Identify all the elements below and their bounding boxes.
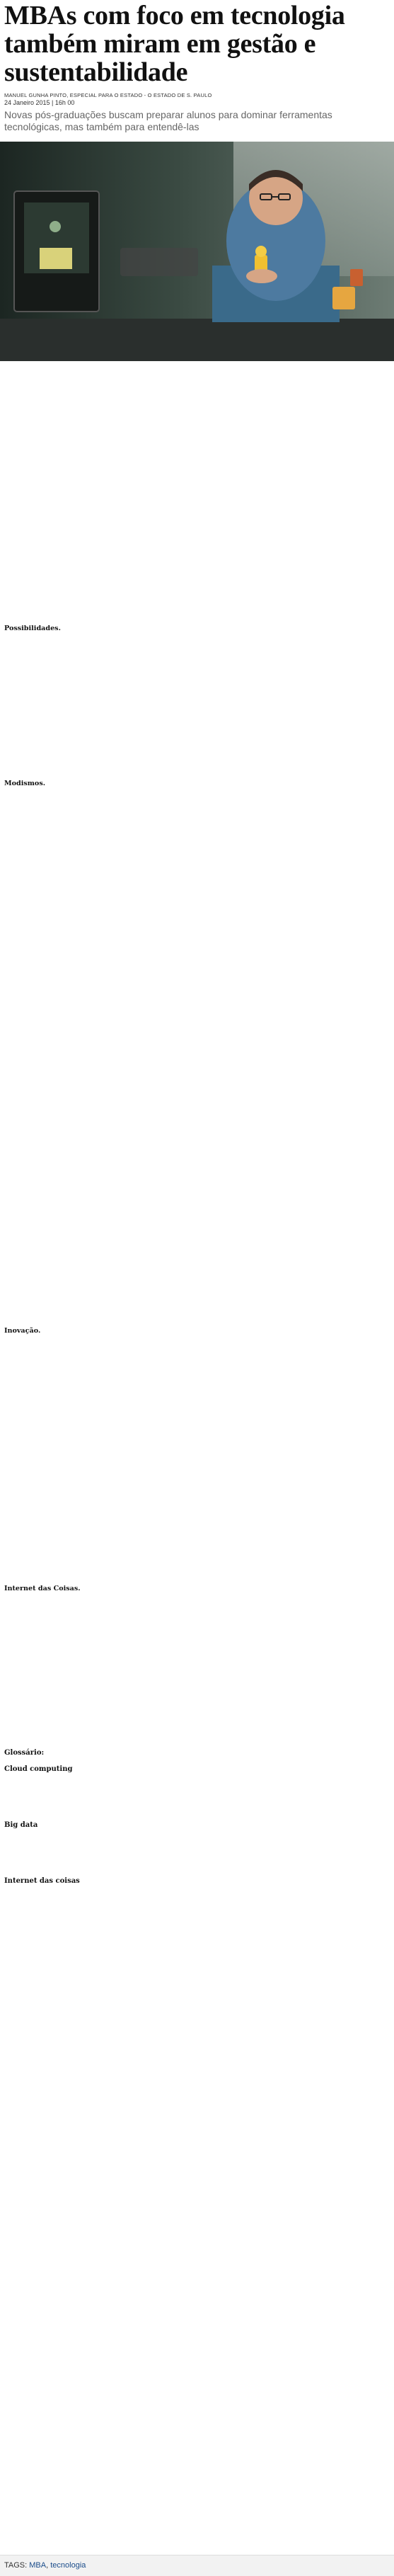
tag-separator: ,: [46, 2561, 51, 2570]
article-headline: MBAs com foco em tecnologia também miram em gestão e sustentabilidade: [4, 1, 345, 87]
paragraph-lead: Possibilidades.: [4, 625, 61, 632]
article-paragraph: [4, 1584, 390, 1667]
article-paragraph: [4, 397, 390, 614]
article-paragraph: [4, 624, 390, 769]
article-paragraph: [4, 1254, 390, 1316]
article-body: [0, 361, 394, 1923]
article-paragraph: [4, 934, 390, 996]
glossary-definition: [4, 1780, 390, 1811]
article-paragraph: [4, 1677, 390, 1739]
glossary-term: Internet das coisas: [4, 1877, 80, 1885]
article-paragraph: [4, 1326, 390, 1409]
photo-man-holding-3d-printed-object-icon: [0, 142, 394, 361]
article-paragraph: [4, 779, 390, 924]
tags-bar: [0, 2555, 394, 2576]
paragraph-lead: Internet das Coisas.: [4, 1585, 81, 1592]
article-subtitle: Novas pós-graduações buscam preparar alunos para dominar ferramentas tecnológicas, mas também para entendê-las: [4, 109, 332, 132]
paragraph-lead: Modismos.: [4, 780, 46, 787]
glossary-heading: Glossário:: [4, 1749, 45, 1757]
article-date: 24 Janeiro 2015 | 16h 00: [4, 99, 75, 106]
article-byline: MANUEL GUNHA PINTO, ESPECIAL PARA O ESTADO - O ESTADO DE S. PAULO: [4, 92, 212, 98]
glossary-definition: [4, 1892, 390, 1923]
tags-label: TAGS:: [4, 2561, 28, 2570]
tag-link[interactable]: tecnologia: [50, 2561, 86, 2570]
article-paragraph: [4, 1419, 390, 1481]
tag-link[interactable]: MBA: [29, 2561, 47, 2570]
glossary-term: Cloud computing: [4, 1765, 73, 1773]
article-paragraph: [4, 1006, 390, 1089]
glossary-term: Big data: [4, 1821, 38, 1829]
article-paragraph: [4, 1099, 390, 1244]
article-paragraph: [4, 1491, 390, 1574]
paragraph-lead: Inovação.: [4, 1327, 41, 1335]
article-photo: [0, 142, 394, 361]
glossary-definition: [4, 1836, 390, 1867]
